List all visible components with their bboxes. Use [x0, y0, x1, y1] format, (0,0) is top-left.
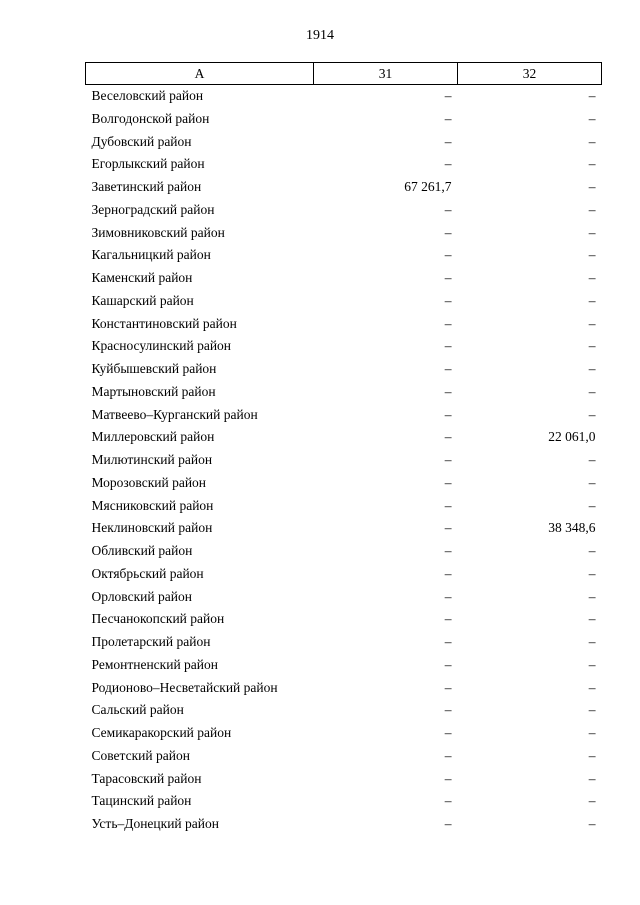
column-31-cell: –	[444, 793, 452, 809]
district-name-cell: Усть–Донецкий район	[91, 816, 219, 831]
column-31-cell: –	[444, 588, 452, 604]
table-header-row	[86, 63, 602, 85]
column-31-cell: –	[444, 133, 452, 149]
table-body	[86, 85, 602, 836]
district-name-cell: Куйбышевский район	[91, 361, 217, 376]
district-name-cell: Егорлыкский район	[91, 156, 205, 172]
district-name-cell: Дубовский район	[91, 133, 192, 149]
column-32-cell: –	[588, 270, 596, 285]
column-32-cell: –	[588, 679, 596, 695]
district-name-cell: Морозовский район	[91, 474, 207, 490]
column-31-cell: –	[444, 247, 452, 263]
column-32-cell: –	[588, 611, 596, 627]
table-row	[86, 290, 602, 313]
table-row	[86, 699, 602, 722]
table-row	[86, 222, 602, 245]
table-row	[86, 131, 602, 154]
column-31-cell: –	[444, 497, 452, 513]
table-row	[86, 85, 602, 108]
column-32-cell: –	[588, 338, 596, 354]
table-row	[86, 677, 602, 700]
district-name-cell: Константиновский район	[91, 315, 237, 331]
column-32-cell: –	[588, 747, 596, 763]
column-31-cell: –	[444, 224, 452, 240]
column-31-cell: –	[444, 770, 452, 786]
table-row	[86, 358, 602, 381]
district-name-cell: Орловский район	[91, 588, 192, 604]
column-31-cell: –	[444, 429, 452, 445]
column-31-cell: –	[444, 816, 452, 831]
column-32-cell: –	[588, 770, 596, 786]
column-31-cell: –	[444, 747, 452, 763]
column-31-cell: –	[444, 201, 452, 217]
column-32-cell: –	[588, 179, 596, 194]
column-31-cell: –	[444, 725, 452, 740]
table-row	[86, 654, 602, 677]
district-name-cell: Ремонтненский район	[91, 656, 218, 672]
table-row	[86, 108, 602, 131]
district-name-cell: Обливский район	[91, 543, 193, 558]
column-31-cell: 67 261,7	[404, 179, 452, 194]
column-32-cell: –	[588, 383, 596, 399]
column-32-cell: 38 348,6	[548, 520, 596, 536]
district-name-cell: Красносулинский район	[91, 338, 232, 354]
column-32-cell: –	[588, 565, 596, 581]
district-name-cell: Пролетарский район	[91, 634, 211, 649]
district-name-cell: Тацинский район	[91, 793, 192, 809]
column-32-cell: –	[588, 201, 596, 217]
column-31-cell: –	[444, 315, 452, 331]
table-row	[86, 426, 602, 449]
column-32-cell: –	[588, 725, 596, 740]
column-32-cell: –	[588, 315, 596, 331]
table-row	[86, 244, 602, 267]
column-header-32: 32	[458, 63, 602, 85]
district-name-cell: Мясниковский район	[91, 497, 214, 513]
column-31-cell: –	[444, 634, 452, 649]
table-row	[86, 586, 602, 609]
column-31-cell: –	[444, 406, 452, 422]
district-name-cell: Веселовский район	[91, 88, 204, 103]
table-row	[86, 813, 602, 836]
column-31-cell: –	[444, 702, 452, 718]
column-32-cell: –	[588, 133, 596, 149]
table-row	[86, 608, 602, 631]
table-row	[86, 540, 602, 563]
column-31-cell: –	[444, 565, 452, 581]
table-row	[86, 517, 602, 540]
column-32-cell: –	[588, 406, 596, 422]
district-name-cell: Сальский район	[91, 702, 184, 718]
column-32-cell: –	[588, 452, 596, 467]
district-name-cell: Каменский район	[91, 270, 193, 285]
table-row	[86, 631, 602, 654]
column-31-cell: –	[444, 611, 452, 627]
district-name-cell: Миллеровский район	[91, 429, 215, 445]
column-31-cell: –	[444, 520, 452, 536]
column-32-cell: –	[588, 634, 596, 649]
column-32-cell: –	[588, 224, 596, 240]
table-row	[86, 199, 602, 222]
table-row	[86, 790, 602, 813]
column-31-cell: –	[444, 679, 452, 695]
table-row	[86, 563, 602, 586]
district-name-cell: Неклиновский район	[91, 520, 213, 536]
column-31-cell: –	[444, 338, 452, 354]
district-name-cell: Милютинский район	[91, 452, 213, 467]
district-name-cell: Песчанокопский район	[91, 611, 225, 627]
column-32-cell: –	[588, 156, 596, 172]
table-row	[86, 449, 602, 472]
district-name-cell: Октябрьский район	[91, 565, 204, 581]
column-32-cell: –	[588, 543, 596, 558]
district-name-cell: Зерноградский район	[91, 201, 215, 217]
district-name-cell: Кашарский район	[91, 292, 194, 308]
district-name-cell: Родионово–Несветайский район	[91, 679, 278, 695]
district-name-cell: Зимовниковский район	[91, 224, 225, 240]
column-32-cell: –	[588, 702, 596, 718]
column-32-cell: 22 061,0	[548, 429, 596, 445]
district-name-cell: Волгодонской район	[91, 110, 210, 126]
table-row	[86, 745, 602, 768]
table-row	[86, 381, 602, 404]
column-32-cell: –	[588, 588, 596, 604]
column-31-cell: –	[444, 292, 452, 308]
table-row	[86, 472, 602, 495]
column-32-cell: –	[588, 793, 596, 809]
column-31-cell: –	[444, 474, 452, 490]
district-name-cell: Тарасовский район	[91, 770, 202, 786]
column-31-cell: –	[444, 383, 452, 399]
column-31-cell: –	[444, 452, 452, 467]
table-row	[86, 768, 602, 791]
column-32-cell: –	[588, 292, 596, 308]
column-32-cell: –	[588, 110, 596, 126]
column-31-cell: –	[444, 656, 452, 672]
column-32-cell: –	[588, 656, 596, 672]
table-row	[86, 335, 602, 358]
column-header-a: А	[86, 63, 314, 85]
table-row	[86, 722, 602, 745]
district-name-cell: Советский район	[91, 747, 190, 763]
table-row	[86, 404, 602, 427]
column-31-cell: –	[444, 88, 452, 103]
table-row	[86, 176, 602, 199]
column-31-cell: –	[444, 156, 452, 172]
district-name-cell: Мартыновский район	[91, 383, 216, 399]
table-row	[86, 495, 602, 518]
district-name-cell: Матвеево–Курганский район	[91, 406, 258, 422]
column-32-cell: –	[588, 497, 596, 513]
column-32-cell: –	[588, 247, 596, 263]
column-32-cell: –	[588, 816, 596, 831]
column-32-cell: –	[588, 474, 596, 490]
column-31-cell: –	[444, 543, 452, 558]
column-31-cell: –	[444, 110, 452, 126]
page-number: 1914	[306, 28, 334, 43]
table-row	[86, 153, 602, 176]
column-32-cell: –	[588, 361, 596, 376]
data-table	[85, 62, 602, 836]
district-name-cell: Семикаракорский район	[91, 725, 232, 740]
district-name-cell: Заветинский район	[91, 179, 202, 194]
column-header-31: 31	[314, 63, 458, 85]
table-row	[86, 267, 602, 290]
column-32-cell: –	[588, 88, 596, 103]
column-31-cell: –	[444, 361, 452, 376]
table-row	[86, 313, 602, 336]
district-name-cell: Кагальницкий район	[91, 247, 211, 263]
column-31-cell: –	[444, 270, 452, 285]
